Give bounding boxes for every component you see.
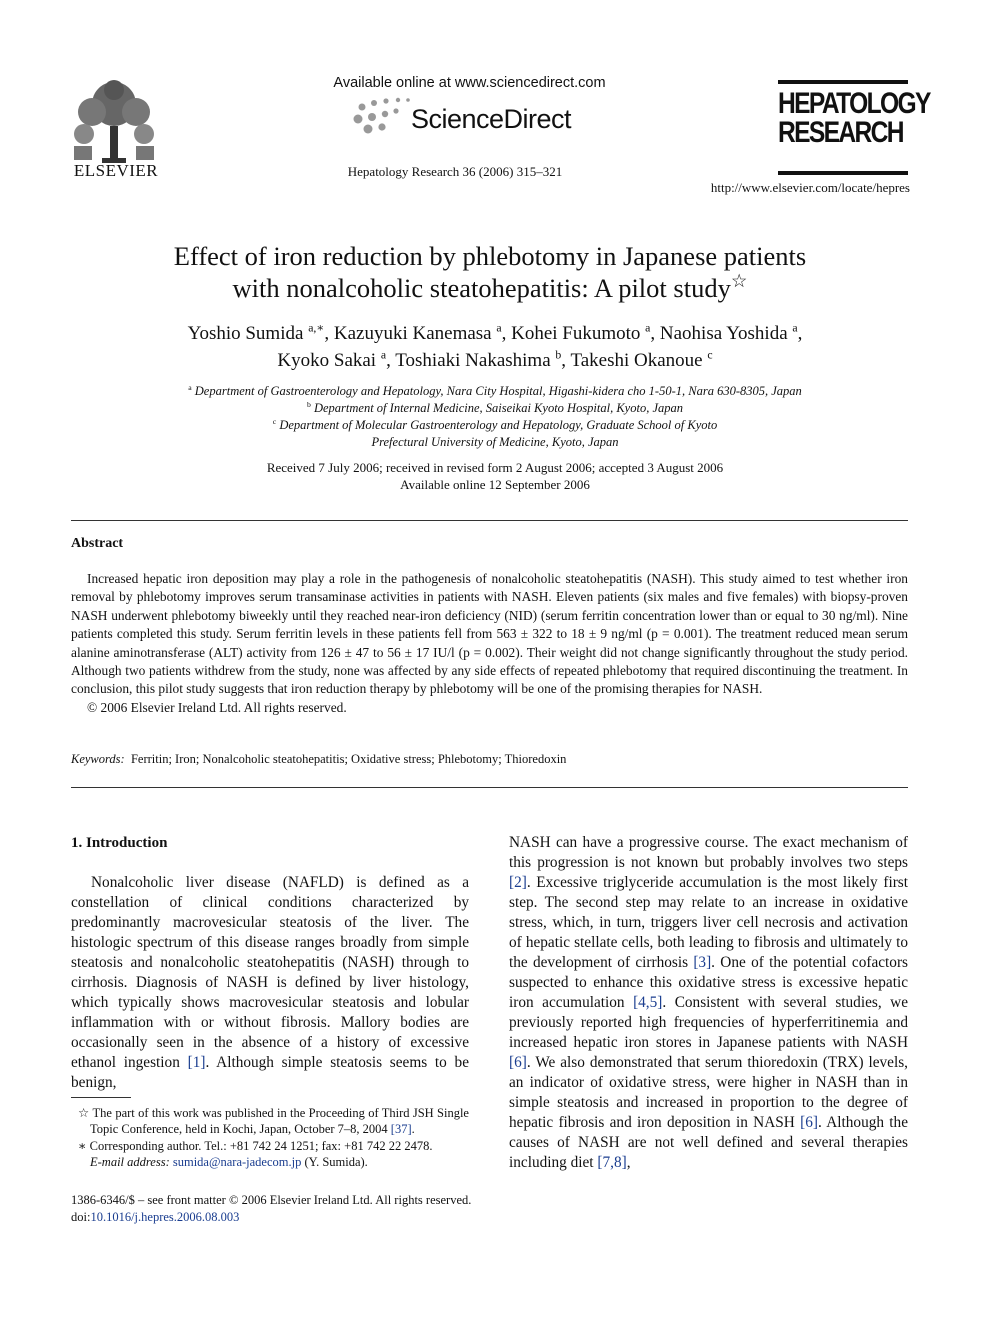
title-line2: with nonalcoholic steatohepatitis: A pilot study xyxy=(232,273,731,303)
citation-link[interactable]: [7,8] xyxy=(597,1154,627,1171)
citation-link[interactable]: [6] xyxy=(800,1114,818,1131)
divider xyxy=(71,520,908,521)
author: Kazuyuki Kanemasa $^a$, xyxy=(333,321,512,344)
keywords xyxy=(71,752,908,767)
star-icon: ☆ xyxy=(78,1106,90,1120)
issn-block xyxy=(71,1192,571,1226)
author: Kyoko Sakai $^a$, xyxy=(277,348,396,371)
citation-link[interactable]: [2] xyxy=(509,874,527,891)
asterisk-icon: ∗ xyxy=(78,1138,87,1153)
journal-logo-rule-bottom xyxy=(778,171,908,175)
received-dates: Received 7 July 2006; received in revised form 2 August 2006; accepted 3 August 2006 xyxy=(266,460,724,475)
abstract-heading: Abstract xyxy=(71,536,124,551)
section-heading-introduction: 1. Introduction xyxy=(71,835,168,851)
affiliation-c-cont: Prefectural University of Medicine, Kyoto, Japan xyxy=(371,435,619,449)
author: Toshiaki Nakashima $^b$, xyxy=(395,348,571,371)
footnote-rule xyxy=(71,1097,131,1098)
email-link[interactable]: sumida@nara-jadecom.jp xyxy=(172,1155,302,1170)
keywords-label: Keywords: xyxy=(71,752,125,766)
right-column xyxy=(509,833,908,1173)
left-column xyxy=(71,873,469,1093)
footnotes xyxy=(71,1105,469,1171)
divider xyxy=(71,787,908,788)
available-online-text[interactable]: Available online at www.sciencedirect.com xyxy=(333,75,606,91)
sciencedirect-wordmark: ScienceDirect xyxy=(411,104,572,134)
affiliation-c: $^c$ Department of Molecular Gastroenterology and Hepatology, Graduate School of Kyoto xyxy=(272,416,718,432)
article-dates xyxy=(80,459,910,493)
author: Yoshio Sumida $^{a,∗}$, xyxy=(187,321,334,344)
title-line1: Effect of iron reduction by phlebotomy in Japanese patients xyxy=(173,241,807,271)
affiliation-a: $^a$ Department of Gastroenterology and Hepatology, Nara City Hospital, Higashi-kidera cho 1-50-1, Nara 630-8305, Japan xyxy=(188,382,802,398)
issn-line: 1386-6346/$ – see front matter © 2006 Elsevier Ireland Ltd. All rights reserved. xyxy=(71,1193,472,1207)
footnote-star: ☆ The part of this work was published in the Proceeding of Third JSH Single Topic Conference, held in Kochi, Japan, October 7–8, 2004 [37]. xyxy=(78,1106,469,1137)
journal-url[interactable]: http://www.elsevier.com/locate/hepres xyxy=(710,180,910,195)
citation-link[interactable]: [1] xyxy=(187,1054,206,1071)
footnote-corresponding: ∗ Corresponding author. Tel.: +81 742 24 1251; fax: +81 742 22 2478. E-mail address: sumida@nara-jadecom.jp (Y. Sumida). xyxy=(78,1138,433,1170)
journal-logo xyxy=(778,87,930,149)
citation-link[interactable]: [37] xyxy=(390,1122,412,1137)
keywords-list: Ferritin; Iron; Nonalcoholic steatohepatitis; Oxidative stress; Phlebotomy; Thioredoxin xyxy=(130,752,567,766)
intro-paragraph: Nonalcoholic liver disease (NAFLD) is defined as a constellation of clinical conditions characterized by predominantly macrovesicular steatosis of the liver. The histologic spectrum of this disease ranges broadly from simple steatosis and nonalcoholic steatohepatitis (NASH) through to cirrhosis. Diagnosis of NASH is defined by liver histology, which typically shows macrovesicular steatosis and lobular inflammation with or without fibrosis. Mallory bodies are occasionally seen in the absence of a history of excessive ethanol ingestion [1]. Although simple steatosis seems to be benign, xyxy=(71,874,469,1091)
affiliation-b: $^b$ Department of Internal Medicine, Saiseikai Kyoto Hospital, Kyoto, Japan xyxy=(306,399,684,415)
abstract-body: Increased hepatic iron deposition may play a role in the pathogenesis of nonalcoholic steatohepatitis (NASH). This study aimed to test whether iron removal by phlebotomy improves serum transaminase activities in patients with NASH. Eleven patients (six males and five females) with biopsy-proven NASH underwent phlebotomy biweekly until they reached near-iron deficiency (NID) (serum ferritin concentration lower than or equal to 30 ng/ml). Nine patients completed this study. Serum ferritin levels in these patients fell from 563 ± 322 to 18 ± 9 ng/ml (p = 0.001). The treatment reduced mean serum alanine aminotransferase (ALT) activity from 126 ± 47 to 56 ± 17 IU/l (p = 0.002). Their weight did not change significantly throughout the study period. Although two patients withdrew from the study, none was affected by any side effects of repeated phlebotomy that required discontinuing the treatment. In conclusion, this pilot study suggests that iron reduction therapy by phlebotomy will be one of the promising therapies for NASH. xyxy=(71,571,908,697)
doi-line: doi:10.1016/j.hepres.2006.08.003 xyxy=(71,1210,240,1224)
author-list xyxy=(80,320,910,374)
doi-link[interactable]: 10.1016/j.hepres.2006.08.003 xyxy=(90,1210,240,1224)
abstract-copyright: © 2006 Elsevier Ireland Ltd. All rights reserved. xyxy=(87,699,347,715)
journal-logo-line1: HEPATOLOGY xyxy=(778,87,930,120)
author: Naohisa Yoshida $^a$, xyxy=(659,321,803,344)
article-title xyxy=(100,240,880,304)
citation-link[interactable]: [3] xyxy=(693,954,712,971)
author: Kohei Fukumoto $^a$, xyxy=(511,321,660,344)
title-star-icon[interactable]: ☆ xyxy=(730,271,748,293)
citation-link[interactable]: [4,5] xyxy=(633,994,663,1011)
journal-logo-rule-top xyxy=(778,80,908,84)
publisher-name: ELSEVIER xyxy=(73,161,159,180)
citation-link[interactable]: [6] xyxy=(509,1054,527,1071)
journal-citation: Hepatology Research 36 (2006) 315–321 xyxy=(347,164,563,179)
email-label: E-mail address: xyxy=(90,1155,170,1170)
author: Takeshi Okanoue $^c$ xyxy=(570,348,713,371)
affiliations xyxy=(80,383,910,451)
online-date: Available online 12 September 2006 xyxy=(400,477,590,492)
abstract xyxy=(71,570,908,717)
journal-logo-line2: RESEARCH xyxy=(778,116,903,149)
intro-paragraph-cont: NASH can have a progressive course. The exact mechanism of this progression is not known but probably involves two steps [2]. Excessive triglyceride accumulation is the most likely first step. The second step may relate to an increase in oxidative stress, which, in turn, triggers liver cell necrosis and activation of hepatic stellate cells, both leading to fibrosis and ultimately to the development of cirrhosis [3]. One of the potential cofactors suspected to enhance this oxidative stress is excessive hepatic iron accumulation [4,5]. Consistent with several studies, we previously reported high frequencies of hyperferritinemia and increased hepatic iron stores in Japanese patients with NASH [6]. We also demonstrated that serum thioredoxin (TRX) levels, an indicator of oxidative stress, were higher in NASH than in simple steatosis and increased in proportion to the degree of hepatic fibrosis and iron deposition in NASH [6]. Although the causes of NASH are not well defined and several therapies including diet [7,8], xyxy=(509,834,908,1171)
